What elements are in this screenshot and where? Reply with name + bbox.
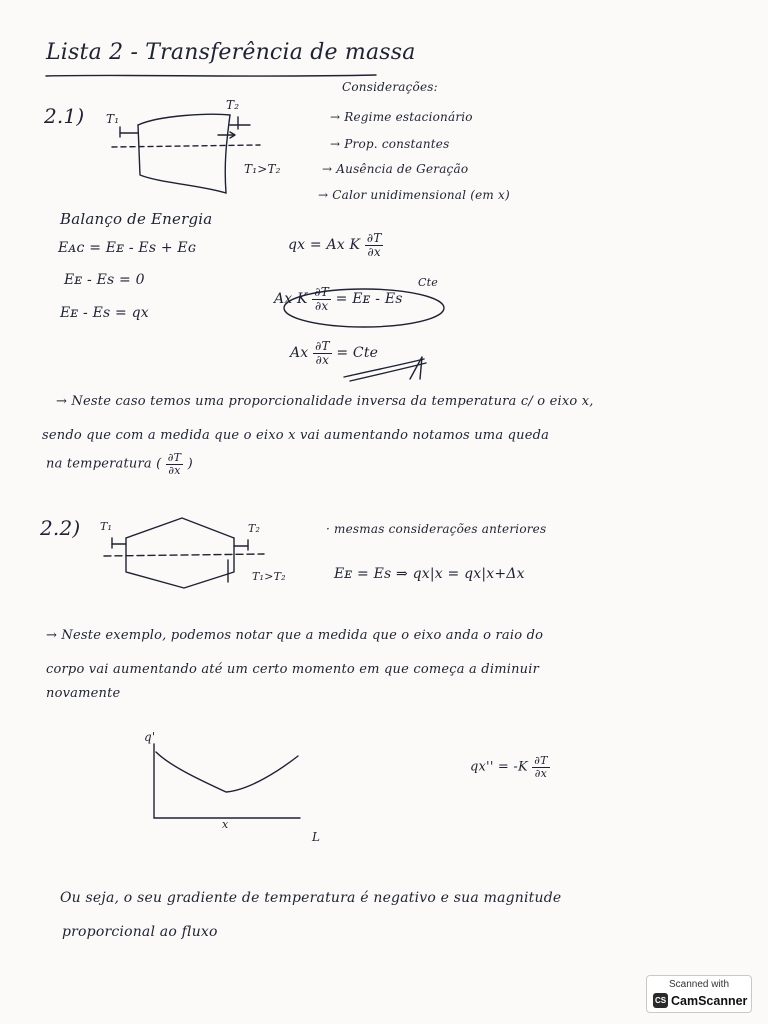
observation-line-3: novamente <box>46 686 121 701</box>
final-answer-mark <box>340 355 430 385</box>
flux-graph <box>150 740 320 840</box>
graph-y-label: q' <box>144 730 156 744</box>
diagram-2-1-body <box>110 105 270 195</box>
conclusion-fraction <box>166 452 183 476</box>
consideration-3: → Ausência de Geração <box>322 162 469 176</box>
qx-fraction <box>365 232 384 258</box>
qx-lhs: qx = Ax K <box>288 237 361 254</box>
conclusion-line-2: sendo que com a medida que o eixo x vai aumentando notamos uma queda <box>42 428 550 443</box>
circled-rhs: = Eᴇ - Es <box>335 291 403 308</box>
scanned-with-text: Scanned with <box>668 979 730 990</box>
flux-curve <box>156 752 298 792</box>
conclusion-frac-den: ∂x <box>168 463 181 477</box>
page-title: Lista 2 - Transferência de massa <box>46 40 416 65</box>
circled-frac-den: ∂x <box>314 298 329 313</box>
qx-equation <box>288 232 383 258</box>
diagram-2-1-t2-label: T₂ <box>226 98 240 112</box>
last-frac-den: ∂x <box>315 352 330 367</box>
last-frac-num: ∂T <box>315 339 330 353</box>
circled-fraction <box>312 286 331 312</box>
diagram-2-2-body <box>104 512 274 592</box>
graph-end-label: L <box>312 830 321 844</box>
diagram-2-2-condition: T₁>T₂ <box>252 570 286 583</box>
camscanner-brand <box>653 993 747 1008</box>
conclusion-line-3-text: na temperatura ( <box>46 456 162 472</box>
camscanner-name: CamScanner <box>671 993 748 1008</box>
camscanner-logo-icon: CS <box>653 993 668 1008</box>
flux-equation <box>470 755 550 779</box>
camscanner-badge <box>646 975 752 1013</box>
qx-frac-num: ∂T <box>366 231 382 245</box>
final-line-1: Ou seja, o seu gradiente de temperatura é negativo e sua magnitude <box>60 890 562 906</box>
flux-frac-num: ∂T <box>534 754 548 767</box>
flux-frac-den: ∂x <box>534 766 548 780</box>
conclusion-frac-num: ∂T <box>167 451 182 464</box>
considerations-heading: Considerações: <box>342 80 438 94</box>
conclusion-line-3 <box>46 452 193 476</box>
energy-eq-2: Eᴇ - Es = 0 <box>64 272 145 288</box>
observation-line-2: corpo vai aumentando até um certo momento em que começa a diminuir <box>46 662 539 677</box>
consideration-1: → Regime estacionário <box>330 110 473 124</box>
graph-x-label: x <box>222 818 229 831</box>
flux-lhs: qx'' = -K <box>470 759 528 775</box>
circled-lhs: Ax K <box>274 291 308 308</box>
problem-2-2-note: · mesmas considerações anteriores <box>326 522 547 536</box>
energy-balance-heading: Balanço de Energia <box>60 210 213 228</box>
last-fraction <box>313 340 332 366</box>
conclusion-line-1: → Neste caso temos uma proporcionalidade inversa da temperatura c/ o eixo x, <box>56 394 594 409</box>
energy-eq-3: Eᴇ - Es = qx <box>60 305 149 321</box>
diagram-2-2-t1-label: T₁ <box>100 520 113 533</box>
flux-fraction <box>532 755 549 779</box>
qx-frac-den: ∂x <box>367 244 381 259</box>
circled-equation <box>274 286 403 312</box>
diagram-2-1-condition: T₁>T₂ <box>244 162 281 176</box>
conclusion-close: ) <box>187 456 193 472</box>
cte-note: Cte <box>418 276 438 289</box>
diagram-2-1-t1-label: T₁ <box>106 112 120 126</box>
title-underline <box>46 72 386 82</box>
final-line-2: proporcional ao fluxo <box>62 924 218 940</box>
last-rhs: = Cte <box>336 345 379 362</box>
consideration-4: → Calor unidimensional (em x) <box>318 188 510 202</box>
observation-line-1: → Neste exemplo, podemos notar que a medida que o eixo anda o raio do <box>46 628 544 643</box>
last-lhs: Ax <box>290 345 309 362</box>
circled-frac-num: ∂T <box>314 285 329 299</box>
problem-2-2-number: 2.2) <box>40 516 81 540</box>
consideration-2: → Prop. constantes <box>330 137 450 151</box>
problem-2-2-equation: Eᴇ = Es ⇒ qx|x = qx|x+Δx <box>334 566 525 582</box>
problem-2-1-number: 2.1) <box>44 104 85 128</box>
energy-eq-1: Eᴀᴄ = Eᴇ - Es + Eɢ <box>58 240 197 256</box>
diagram-2-2-t2-label: T₂ <box>248 522 261 535</box>
